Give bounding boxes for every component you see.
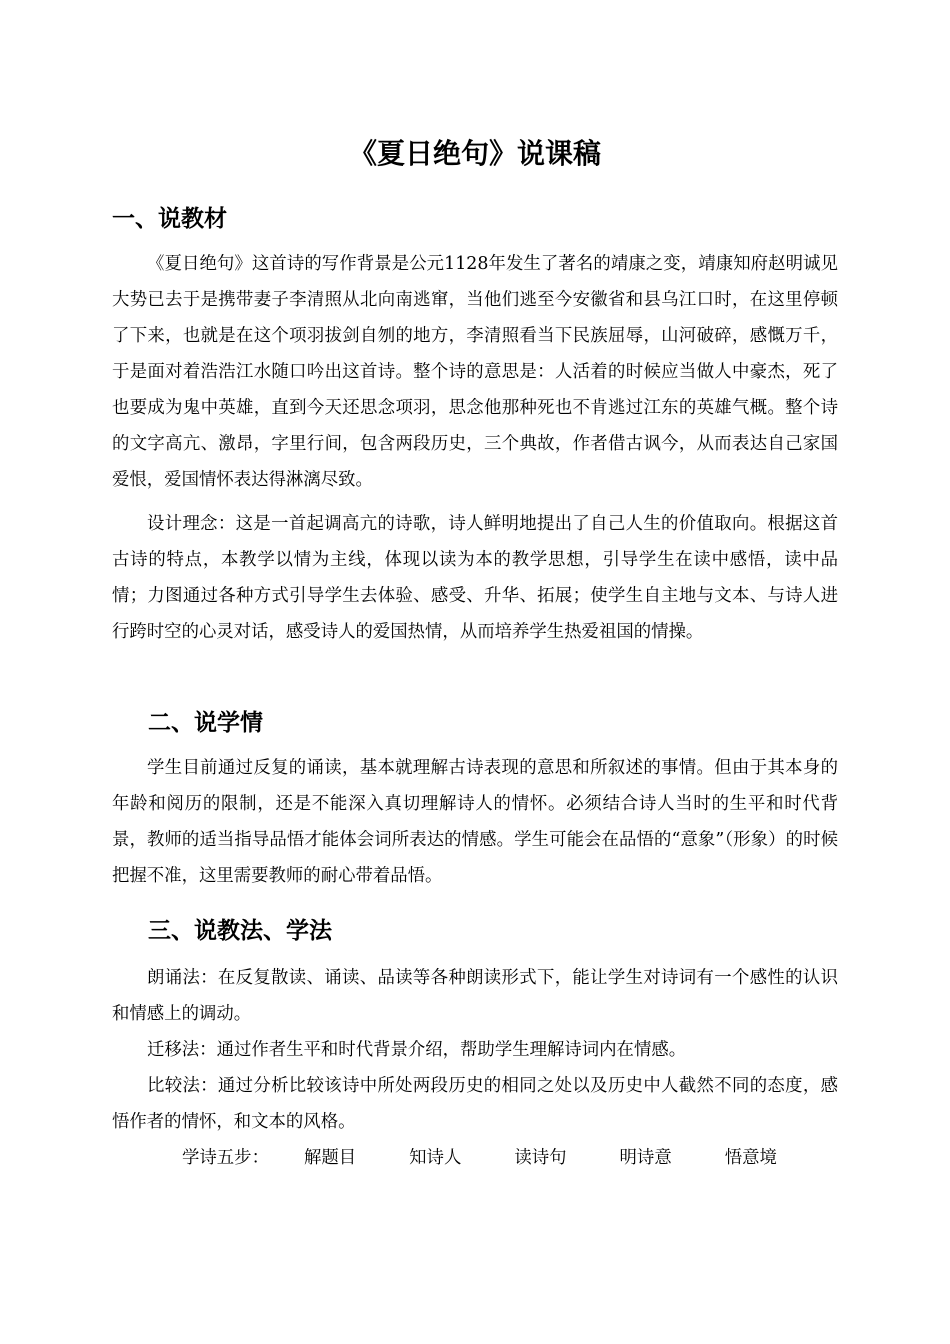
step-item: 读诗句 (514, 1148, 567, 1168)
step-item: 解题目 (303, 1148, 357, 1168)
paragraph-transfer-method: 迁移法：通过作者生平和时代背景介绍，帮助学生理解诗词内在情感。 (147, 1040, 687, 1060)
paragraph-comparison-method: 比较法：通过分析比较该诗中所处两段历史的相同之处以及历史中人截然不同的态度，感悟作者的情怀，和文本的风格。 (112, 1076, 838, 1132)
section-heading-students: 二、说学情 (148, 710, 263, 736)
document-title: 《夏日绝句》说课稿 (348, 137, 601, 170)
five-steps-label: 学诗五步： (182, 1148, 269, 1168)
step-item: 明诗意 (619, 1148, 672, 1168)
section-heading-materials: 一、说教材 (112, 206, 227, 232)
five-steps-line (112, 1140, 838, 1176)
paragraph-design-concept: 设计理念：这是一首起调高亢的诗歌，诗人鲜明地提出了自己人生的价值取向。根据这首古诗的特点，本教学以情为主线，体现以读为本的教学思想，引导学生在读中感悟，读中品情；力图通过各种方式引导学生去体验、感受、升华、拓展；使学生自主地与文本、与诗人进行跨时空的心灵对话，感受诗人的爱国热情，从而培养学生热爱祖国的情操。 (112, 514, 838, 642)
paragraph-student-analysis: 学生目前通过反复的诵读，基本就理解古诗表现的意思和所叙述的事情。但由于其本身的年龄和阅历的限制，还是不能深入真切理解诗人的情怀。必须结合诗人当时的生平和时代背景，教师的适当指导品悟才能体会词所表达的情感。学生可能会在品悟的“意象”（形象）的时候把握不准，这里需要教师的耐心带着品悟。 (112, 758, 838, 886)
step-item: 悟意境 (724, 1148, 777, 1168)
paragraph-background: 《夏日绝句》这首诗的写作背景是公元1128年发生了著名的靖康之变，靖康知府赵明诚见大势已去于是携带妻子李清照从北向南逃窜，当他们逃至今安徽省和县乌江口时，在这里停顿了下来，也就是在这个项羽拔剑自刎的地方，李清照看当下民族屈辱，山河破碎，感慨万千，于是面对着浩浩江水随口吟出这首诗。整个诗的意思是：人活着的时候应当做人中豪杰，死了也要成为鬼中英雄，直到今天还思念项羽，思念他那种死也不肯逃过江东的英雄气概。整个诗的文字高亢、激昂，字里行间，包含两段历史，三个典故，作者借古讽今，从而表达自己家国爱恨，爱国情怀表达得淋漓尽致。 (112, 254, 838, 490)
step-item: 知诗人 (409, 1148, 462, 1168)
section-heading-methods: 三、说教法、学法 (148, 918, 332, 944)
paragraph-recitation-method: 朗诵法：在反复散读、诵读、品读等各种朗读形式下，能让学生对诗词有一个感性的认识和情感上的调动。 (112, 968, 838, 1024)
